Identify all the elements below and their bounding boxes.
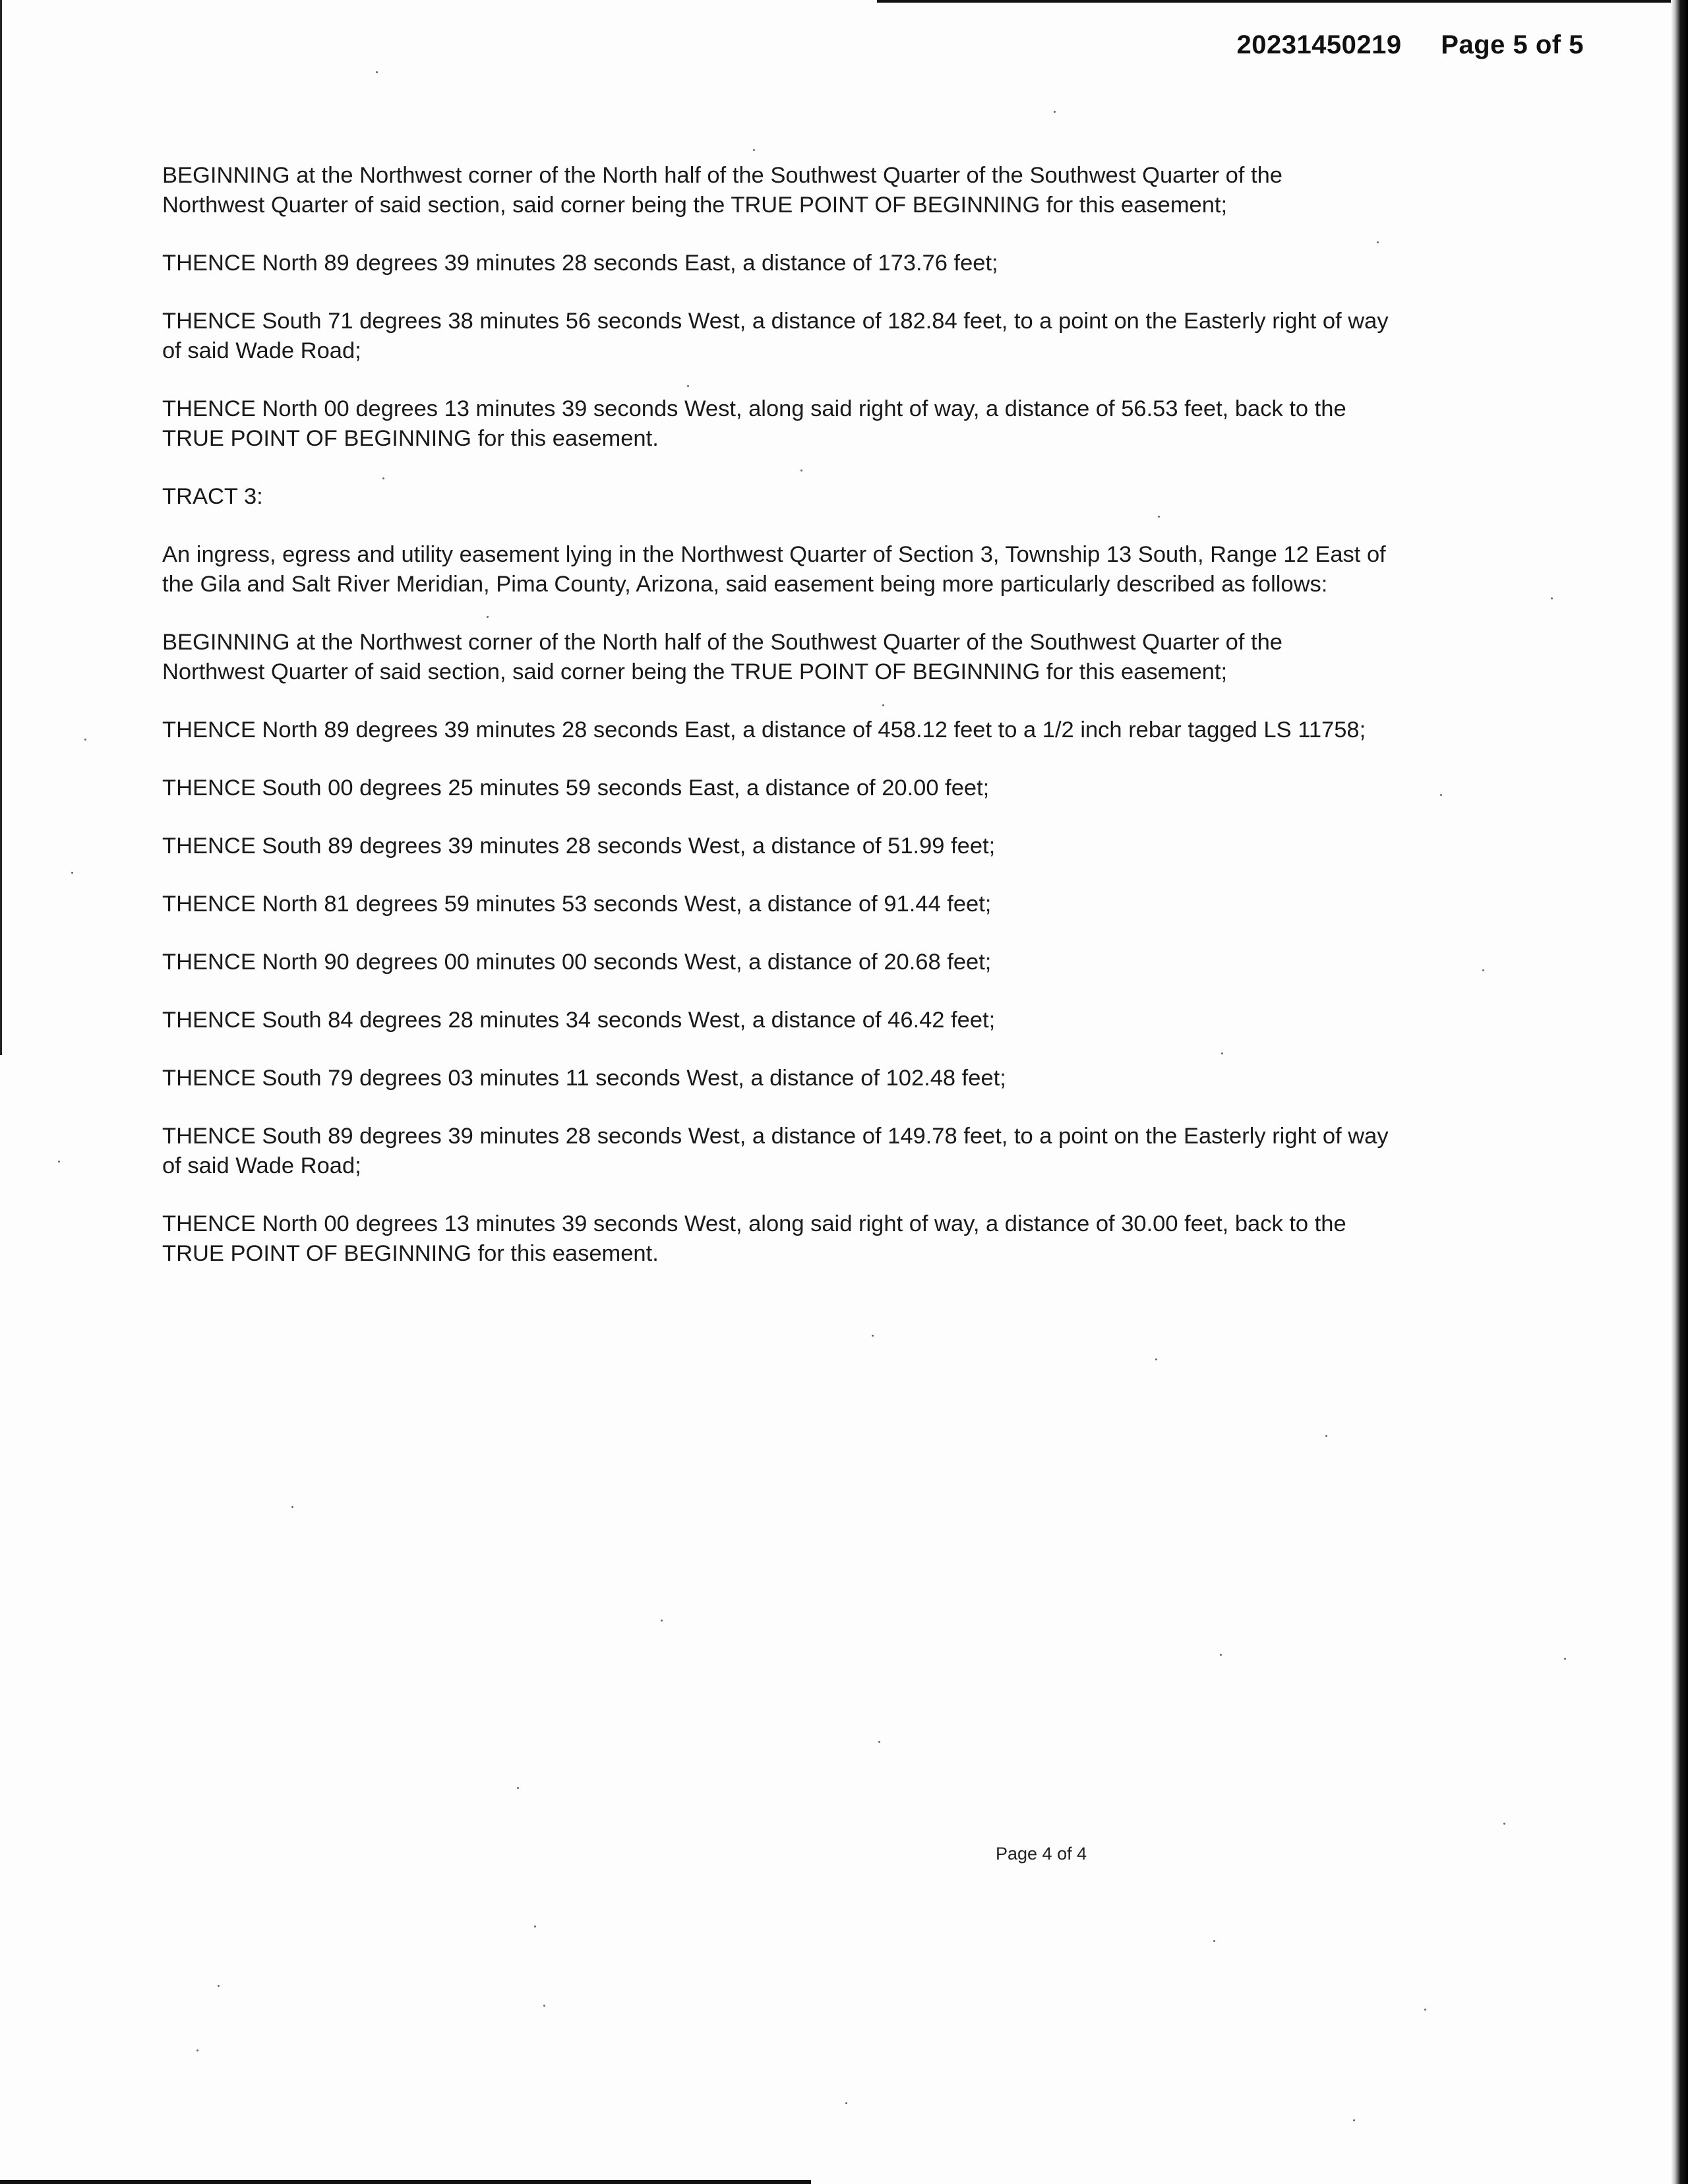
scan-speck (58, 1161, 60, 1163)
paragraph-course-3: THENCE North 00 degrees 13 minutes 39 seconds West, along said right of way, a distance of 56.53 feet, back to the TRUE POINT OF BEGINNING for this easement. (162, 396, 1346, 451)
scan-speck (534, 1926, 536, 1927)
scan-speck (1424, 2009, 1426, 2011)
scan-edge-right (1671, 0, 1688, 2184)
scan-speck (1158, 516, 1160, 518)
paragraph-tract-description: An ingress, egress and utility easement lying in the Northwest Quarter of Section 3, Township 13 South, Range 12 East of the Gila and Salt River Meridian, Pima County, Arizona, said easement being more particularly described as follows: (162, 542, 1386, 597)
scan-speck (1377, 241, 1379, 243)
legal-description (162, 161, 1534, 1297)
scan-speck (1325, 1435, 1327, 1437)
scan-speck (800, 470, 802, 471)
paragraph-course-4: THENCE North 89 degrees 39 minutes 28 seconds East, a distance of 458.12 feet to a 1/2 inch rebar tagged LS 11758; (162, 717, 1366, 743)
scan-speck (753, 149, 755, 151)
paragraph-course-10: THENCE South 79 degrees 03 minutes 11 seconds West, a distance of 102.48 feet; (162, 1066, 1006, 1091)
paragraph-beginning-2: BEGINNING at the Northwest corner of the North half of the Southwest Quarter of the Southwest Quarter of the Northwest Quarter of said section, said corner being the TRUE POINT OF BEGINNING for this easement; (162, 630, 1282, 684)
scan-edge-left (0, 0, 2, 1055)
paragraph-course-7: THENCE North 81 degrees 59 minutes 53 seconds West, a distance of 91.44 feet; (162, 892, 992, 917)
paragraph-beginning-1: BEGINNING at the Northwest corner of the North half of the Southwest Quarter of the Southwest Quarter of the Northwest Quarter of said section, said corner being the TRUE POINT OF BEGINNING for this easement; (162, 163, 1282, 218)
page-footer: Page 4 of 4 (996, 1844, 1087, 1864)
scan-speck (196, 2049, 198, 2051)
scan-speck (517, 1787, 519, 1789)
header-page-label: Page 5 of 5 (1441, 30, 1584, 59)
scan-speck (376, 71, 378, 73)
paragraph-course-8: THENCE North 90 degrees 00 minutes 00 seconds West, a distance of 20.68 feet; (162, 950, 992, 975)
scan-speck (1155, 1358, 1157, 1360)
scan-speck (882, 704, 884, 706)
scan-speck (1440, 794, 1442, 796)
scan-speck (1221, 1052, 1223, 1054)
paragraph-course-5: THENCE South 00 degrees 25 minutes 59 seconds East, a distance of 20.00 feet; (162, 775, 990, 801)
scan-speck (291, 1506, 293, 1508)
scan-speck (1353, 2119, 1355, 2121)
scan-speck (543, 2005, 545, 2007)
paragraph-course-2: THENCE South 71 degrees 38 minutes 56 seconds West, a distance of 182.84 feet, to a point on the Easterly right of way of said Wade Road; (162, 309, 1389, 363)
paragraph-course-1: THENCE North 89 degrees 39 minutes 28 seconds East, a distance of 173.76 feet; (162, 251, 998, 276)
scan-speck (872, 1335, 874, 1337)
scan-speck (218, 1985, 220, 1987)
scan-speck (1503, 1823, 1505, 1825)
scan-speck (661, 1620, 663, 1622)
scan-edge-top (877, 0, 1688, 3)
scan-speck (1564, 1658, 1566, 1660)
tract-heading: TRACT 3: (162, 484, 263, 509)
paragraph-course-11: THENCE South 89 degrees 39 minutes 28 seconds West, a distance of 149.78 feet, to a point on the Easterly right of way of said Wade Road; (162, 1124, 1389, 1178)
scan-speck (487, 616, 489, 618)
scan-speck (1551, 597, 1553, 599)
scan-speck (84, 739, 86, 741)
scan-speck (1054, 111, 1056, 113)
scan-speck (382, 477, 384, 479)
scan-edge-bottom (0, 2180, 811, 2184)
scan-speck (845, 2102, 847, 2104)
scan-speck (687, 385, 689, 387)
scan-speck (1213, 1940, 1215, 1942)
paragraph-course-12: THENCE North 00 degrees 13 minutes 39 seconds West, along said right of way, a distance of 30.00 feet, back to the TRUE POINT OF BEGINNING for this easement. (162, 1211, 1346, 1266)
scan-speck (1482, 969, 1484, 971)
scan-speck (71, 872, 73, 874)
document-number: 20231450219 (1236, 30, 1402, 59)
paragraph-course-6: THENCE South 89 degrees 39 minutes 28 seconds West, a distance of 51.99 feet; (162, 834, 996, 859)
scan-speck (1220, 1654, 1222, 1656)
page-header (1236, 30, 1584, 60)
scan-speck (878, 1741, 880, 1743)
paragraph-course-9: THENCE South 84 degrees 28 minutes 34 seconds West, a distance of 46.42 feet; (162, 1008, 996, 1033)
